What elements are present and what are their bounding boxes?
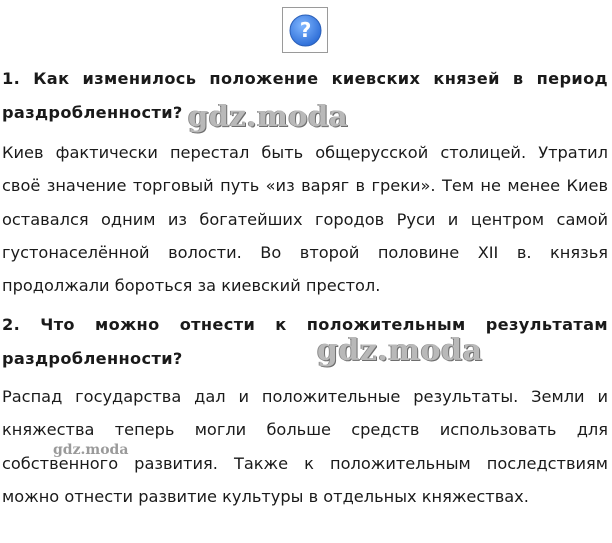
watermark: gdz.moda	[53, 442, 129, 458]
watermark: gdz.moda	[317, 333, 483, 368]
help-button[interactable]	[282, 7, 328, 53]
question-1-heading: 1. Как изменилось положение киевских князей в период раздробленности?	[2, 69, 608, 122]
question-2-answer: Распад государства дал и положительные результаты. Земли и княжества теперь могли больше средств использовать для собственного развития. Также к положительным последствиям можно отнести развитие культуры в отдельных княжествах.	[2, 387, 608, 506]
question-1-answer: Киев фактически перестал быть общерусской столицей. Утратил своё значение торговый путь «из варяг в греки». Тем не менее Киев оставался одним из богатейших городов Руси и центром самой густонаселённой волости. Во второй половине XII в. князья продолжали бороться за киевский престол.	[2, 143, 608, 296]
question-mark-glyph: ?	[299, 18, 312, 42]
question-mark-icon	[289, 14, 322, 47]
question-2-heading: 2. Что можно отнести к положительным результатам раздробленности?	[2, 315, 608, 368]
watermark: gdz.moda	[188, 99, 349, 133]
